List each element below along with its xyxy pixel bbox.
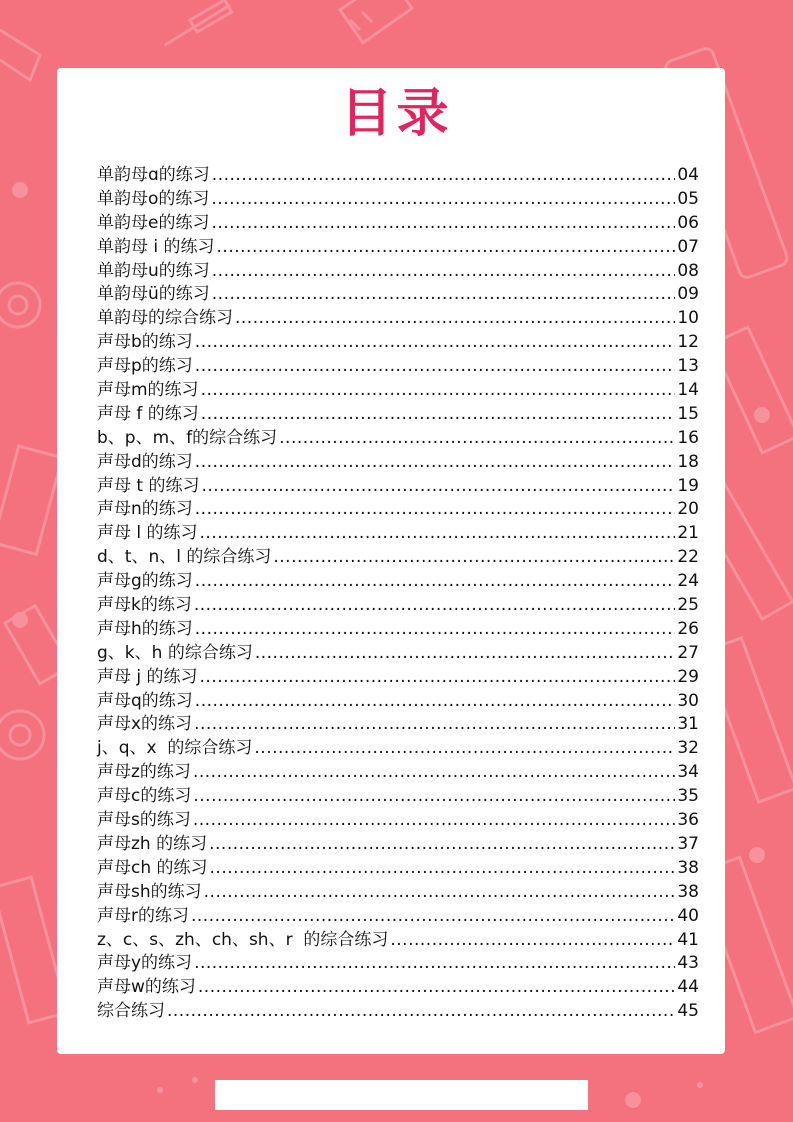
toc-entry[interactable]	[97, 542, 699, 566]
toc-entry-label: 声母p的练习	[97, 356, 193, 377]
toc-entry-page: 05	[677, 188, 699, 209]
toc-entry-label: 声母 t 的练习	[97, 475, 200, 496]
toc-entry[interactable]	[97, 471, 699, 495]
toc-entry-label: b、p、m、f的综合练习	[97, 427, 278, 448]
toc-entry[interactable]	[97, 256, 699, 280]
dot-leader	[195, 356, 675, 376]
dot-leader	[209, 834, 675, 854]
dot-leader	[204, 882, 675, 902]
toc-entry-label: 单韵母的综合练习	[97, 308, 233, 329]
toc-entry-page: 16	[677, 427, 699, 448]
toc-entry-page: 27	[677, 642, 699, 663]
toc-entry-label: 声母x的练习	[97, 714, 193, 735]
dot-leader	[273, 547, 675, 567]
toc-entry-label: 声母d的练习	[97, 451, 193, 472]
dot-leader	[279, 428, 675, 448]
toc-entry-page: 19	[677, 475, 699, 496]
toc-entry-label: 单韵母e的练习	[97, 212, 210, 233]
toc-entry-page: 45	[677, 1001, 699, 1022]
toc-entry-page: 30	[677, 690, 699, 711]
toc-entry-label: 声母z的练习	[97, 762, 191, 783]
toc-entry-page: 04	[677, 165, 699, 185]
toc-entry-page: 09	[677, 284, 699, 305]
toc-entry-label: 声母n的练习	[97, 499, 193, 520]
toc-entry-page: 06	[677, 212, 699, 233]
toc-entry[interactable]	[97, 757, 699, 781]
pencil-icon	[165, 0, 232, 45]
toc-entry-page: 41	[677, 929, 699, 950]
toc-entry-page: 25	[677, 595, 699, 616]
toc-entry[interactable]	[97, 566, 699, 590]
dot-leader	[195, 619, 675, 639]
toc-entry-label: g、k、h 的综合练习	[97, 642, 253, 663]
toc-entry-page: 15	[677, 403, 699, 424]
dot-leader	[212, 284, 675, 304]
toc-entry-page: 31	[677, 714, 699, 735]
toc-entry[interactable]	[97, 208, 699, 232]
toc-entry-page: 22	[677, 547, 699, 568]
dot-leader	[212, 261, 675, 281]
toc-entry[interactable]	[97, 829, 699, 853]
toc-entry[interactable]	[97, 733, 699, 757]
toc-entry[interactable]	[97, 232, 699, 256]
toc-entry-label: 单韵母ü的练习	[97, 284, 210, 305]
toc-entry-label: 声母 l 的练习	[97, 523, 198, 544]
toc-entry-label: 声母zh 的练习	[97, 833, 208, 854]
toc-entry-page: 21	[677, 523, 699, 544]
toc-entry[interactable]	[97, 614, 699, 638]
dot-leader	[211, 189, 675, 209]
toc-entry-label: 声母 j 的练习	[97, 666, 198, 687]
toc-entry-page: 10	[677, 308, 699, 329]
toc-entry-label: 声母m的练习	[97, 380, 199, 401]
toc-entry-page: 29	[677, 666, 699, 687]
toc-entry[interactable]	[97, 948, 699, 972]
toc-entry[interactable]	[97, 447, 699, 471]
toc-entry-page: 43	[677, 953, 699, 974]
footer-bar	[215, 1080, 588, 1110]
toc-entry-page: 35	[677, 786, 699, 807]
toc-entry[interactable]	[97, 518, 699, 542]
dot-leader	[390, 930, 675, 950]
toc-entry-label: 声母q的练习	[97, 690, 193, 711]
toc-entry[interactable]	[97, 877, 699, 901]
toc-entry[interactable]	[97, 662, 699, 686]
dot-leader	[200, 523, 675, 543]
dot-leader	[211, 213, 675, 233]
dot-leader	[193, 786, 675, 806]
toc-entry[interactable]	[97, 160, 699, 184]
toc-entry[interactable]	[97, 279, 699, 303]
toc-entry-page: 13	[677, 356, 699, 377]
dot-leader	[194, 595, 675, 615]
toc-entry[interactable]	[97, 494, 699, 518]
toc-entry[interactable]	[97, 709, 699, 733]
toc-entry-label: 单韵母 i 的练习	[97, 236, 215, 257]
toc-entry[interactable]	[97, 375, 699, 399]
toc-entry-label: 单韵母ɑ的练习	[97, 165, 210, 185]
dot-leader	[198, 977, 675, 997]
toc-entry-page: 12	[677, 332, 699, 353]
toc-entry[interactable]	[97, 853, 699, 877]
toc-entry-page: 38	[677, 857, 699, 878]
toc-entry-page: 32	[677, 738, 699, 759]
dot-leader	[167, 1001, 675, 1021]
toc-entry-page: 24	[677, 571, 699, 592]
toc-entry-page: 26	[677, 618, 699, 639]
dot-leader	[193, 810, 675, 830]
toc-entry-label: j、q、x 的综合练习	[97, 738, 253, 759]
dot-leader	[201, 380, 675, 400]
toc-entry-page: 44	[677, 977, 699, 998]
toc-entry[interactable]	[97, 972, 699, 996]
dot-leader	[195, 571, 675, 591]
toc-entry-page: 20	[677, 499, 699, 520]
toc-entry[interactable]	[97, 686, 699, 710]
dot-leader	[195, 499, 675, 519]
toc-entry-page: 14	[677, 380, 699, 401]
toc-entry-label: 声母w的练习	[97, 977, 196, 998]
dot-leader	[193, 762, 675, 782]
dot-leader	[255, 643, 675, 663]
toc-entry-page: 36	[677, 810, 699, 831]
toc-entry-label: 声母c的练习	[97, 786, 192, 807]
toc-entry-label: z、c、s、zh、ch、sh、r 的综合练习	[97, 929, 389, 950]
toc-entry-label: 声母g的练习	[97, 571, 193, 592]
dot-leader	[200, 667, 675, 687]
toc-entry-label: 单韵母o的练习	[97, 188, 210, 209]
toc-entry-label: 声母s的练习	[97, 810, 191, 831]
toc-entry-page: 40	[677, 905, 699, 926]
toc-entry[interactable]	[97, 423, 699, 447]
toc-entry[interactable]	[97, 805, 699, 829]
toc-entry[interactable]	[97, 327, 699, 351]
dot-leader	[191, 906, 675, 926]
table-of-contents	[97, 160, 699, 1020]
dot-leader	[195, 332, 675, 352]
dot-leader	[254, 738, 675, 758]
page-title: 目录	[340, 84, 453, 144]
ruler-icon	[340, 0, 412, 43]
dot-leader	[235, 308, 675, 328]
toc-entry-page: 34	[677, 762, 699, 783]
toc-entry-label: 声母k的练习	[97, 595, 192, 616]
toc-entry-page: 37	[677, 833, 699, 854]
dot-leader	[194, 953, 675, 973]
toc-entry-label: 声母 f 的练习	[97, 403, 199, 424]
toc-entry-label: 单韵母u的练习	[97, 260, 210, 281]
toc-entry[interactable]	[97, 925, 699, 949]
dot-leader	[195, 452, 675, 472]
toc-entry-label: 综合练习	[97, 1001, 165, 1022]
toc-entry[interactable]	[97, 590, 699, 614]
dot-leader	[201, 476, 675, 496]
toc-entry-page: 38	[677, 881, 699, 902]
toc-entry-label: d、t、n、l 的综合练习	[97, 547, 272, 568]
toc-entry[interactable]	[97, 781, 699, 805]
toc-entry-label: 声母r的练习	[97, 905, 189, 926]
toc-entry[interactable]	[97, 303, 699, 327]
toc-entry-label: 声母b的练习	[97, 332, 193, 353]
toc-entry[interactable]	[97, 901, 699, 925]
toc-entry[interactable]	[97, 351, 699, 375]
toc-entry-label: 声母sh的练习	[97, 881, 202, 902]
toc-entry[interactable]	[97, 996, 699, 1020]
dot-leader	[217, 237, 675, 257]
toc-entry[interactable]	[97, 399, 699, 423]
toc-entry-label: 声母h的练习	[97, 618, 193, 639]
dot-leader	[212, 165, 675, 185]
toc-entry-label: 声母y的练习	[97, 953, 193, 974]
dot-leader	[195, 691, 675, 711]
dot-leader	[201, 404, 675, 424]
dot-leader	[194, 714, 675, 734]
toc-entry[interactable]	[97, 184, 699, 208]
toc-entry-page: 07	[677, 236, 699, 257]
toc-entry-page: 08	[677, 260, 699, 281]
toc-entry-label: 声母ch 的练习	[97, 857, 208, 878]
dot-leader	[210, 858, 675, 878]
toc-entry-page: 18	[677, 451, 699, 472]
tape-roll-icon	[0, 283, 44, 759]
eraser-icon	[0, 30, 40, 80]
toc-entry[interactable]	[97, 638, 699, 662]
